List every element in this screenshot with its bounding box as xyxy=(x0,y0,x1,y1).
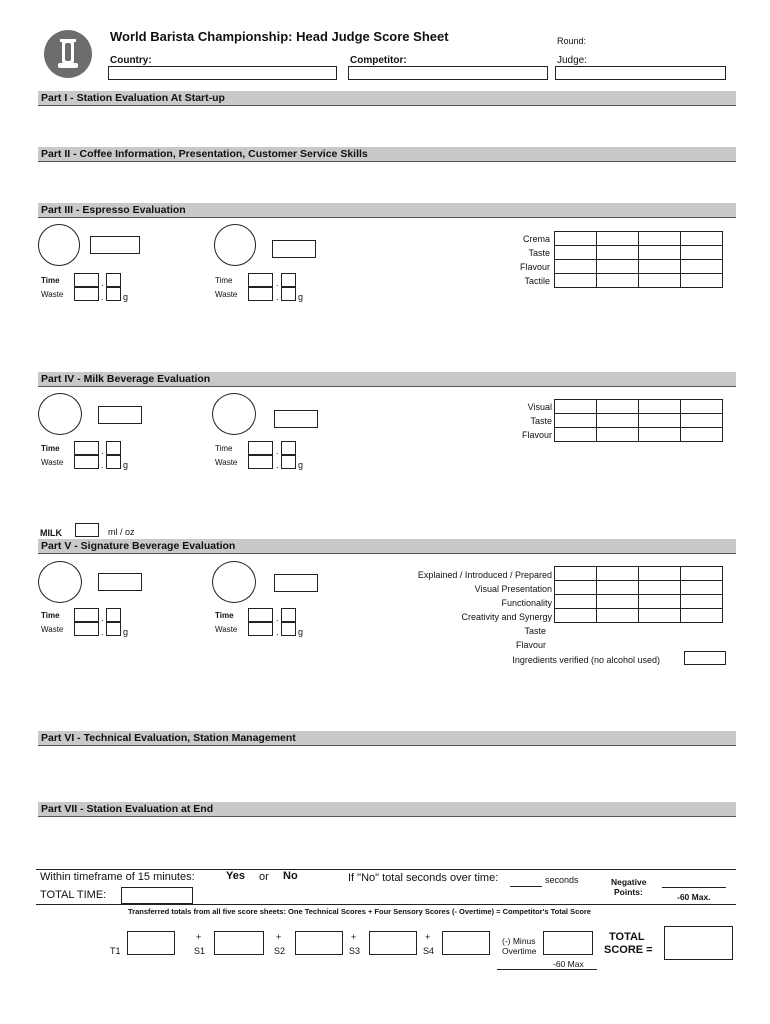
milk-waste-box-1a[interactable] xyxy=(74,455,99,469)
milk-cup-1-circle[interactable] xyxy=(38,393,82,435)
footer-divider-bottom xyxy=(36,904,736,905)
espresso-waste-box-1b[interactable] xyxy=(106,287,121,301)
total-score-box[interactable] xyxy=(664,926,733,960)
if-no-label: If "No" total seconds over time: xyxy=(348,872,499,884)
milk-time-box-1a[interactable] xyxy=(74,441,99,455)
section-1-header: Part I - Station Evaluation At Start-up xyxy=(38,91,736,106)
round-label: Round: xyxy=(557,36,587,46)
score-label: SCORE = xyxy=(604,944,653,956)
seconds-over-line[interactable] xyxy=(510,886,542,887)
t1-label: T1 xyxy=(110,946,121,956)
signature-time-box-2a[interactable] xyxy=(248,608,273,622)
negative-max-label: -60 Max. xyxy=(677,892,711,902)
signature-row-label: Flavour xyxy=(515,640,546,650)
espresso-waste-box-2a[interactable] xyxy=(248,287,273,301)
judge-field[interactable] xyxy=(555,66,726,80)
no-option[interactable]: No xyxy=(283,870,298,882)
plus-sign: + xyxy=(276,932,282,942)
signature-g-1: g xyxy=(123,627,129,637)
negative-label: Negative xyxy=(611,877,647,887)
milk-dot-1b: . xyxy=(101,460,104,470)
section-3-header: Part III - Espresso Evaluation xyxy=(38,203,736,218)
t1-box[interactable] xyxy=(127,931,175,955)
milk-row-label: Taste xyxy=(530,416,552,426)
plus-sign: + xyxy=(196,932,202,942)
milk-row-label: Visual xyxy=(527,402,552,412)
ingredients-verified-label: Ingredients verified (no alcohol used) xyxy=(512,655,660,665)
s3-box[interactable] xyxy=(369,931,417,955)
overtime-label: Overtime xyxy=(502,946,537,956)
milk-row-label: Flavour xyxy=(521,430,552,440)
signature-dot-2a: . xyxy=(276,613,279,623)
total-time-field[interactable] xyxy=(121,887,193,904)
milk-time-box-2a[interactable] xyxy=(248,441,273,455)
milk-waste-label-2: Waste xyxy=(215,458,238,467)
section-2-header: Part II - Coffee Information, Presentation, Customer Service Skills xyxy=(38,147,736,162)
signature-waste-box-1a[interactable] xyxy=(74,622,99,636)
overtime-max-label: -60 Max xyxy=(553,959,584,969)
espresso-row-label: Crema xyxy=(522,234,550,244)
espresso-dot-1a: . xyxy=(101,278,104,288)
milk-cup-1-box[interactable] xyxy=(98,406,142,424)
signature-row-label: Explained / Introduced / Prepared xyxy=(417,570,552,580)
minus-label: (-) Minus xyxy=(502,936,536,946)
milk-waste-label-1: Waste xyxy=(41,458,64,467)
espresso-waste-box-1a[interactable] xyxy=(74,287,99,301)
espresso-dot-2a: . xyxy=(276,278,279,288)
milk-waste-box-2b[interactable] xyxy=(281,455,296,469)
espresso-g-2: g xyxy=(298,292,304,302)
signature-row-label: Functionality xyxy=(501,598,552,608)
milk-g-2: g xyxy=(298,460,304,470)
or-label: or xyxy=(259,871,269,883)
signature-dot-2b: . xyxy=(276,627,279,637)
espresso-waste-label-1: Waste xyxy=(41,290,64,299)
overtime-box[interactable] xyxy=(543,931,593,955)
espresso-time-box-2a[interactable] xyxy=(248,273,273,287)
section-5-header: Part V - Signature Beverage Evaluation xyxy=(38,539,736,554)
milk-dot-1a: . xyxy=(101,446,104,456)
s4-box[interactable] xyxy=(442,931,490,955)
espresso-cup-2-box[interactable] xyxy=(272,240,316,258)
ingredients-verified-box[interactable] xyxy=(684,651,726,665)
milk-dot-2b: . xyxy=(276,460,279,470)
milk-time-box-2b[interactable] xyxy=(281,441,296,455)
signature-row-label: Taste xyxy=(524,626,546,636)
s3-label: S3 xyxy=(349,946,361,956)
signature-row-label: Creativity and Synergy xyxy=(461,612,552,622)
espresso-dot-2b: . xyxy=(276,292,279,302)
overtime-underline xyxy=(497,969,597,970)
milk-g-1: g xyxy=(123,460,129,470)
signature-score-grid[interactable] xyxy=(554,566,723,623)
espresso-time-label-1: Time xyxy=(41,276,60,285)
signature-cup-1-circle[interactable] xyxy=(38,561,82,603)
signature-cup-1-box[interactable] xyxy=(98,573,142,591)
plus-sign: + xyxy=(425,932,431,942)
signature-waste-box-2b[interactable] xyxy=(281,622,296,636)
espresso-cup-1-box[interactable] xyxy=(90,236,140,254)
milk-score-grid[interactable] xyxy=(554,399,723,442)
espresso-g-1: g xyxy=(123,292,129,302)
milk-label: MILK xyxy=(40,528,62,538)
footer-divider-top xyxy=(36,869,736,870)
espresso-row-label: Tactile xyxy=(524,276,550,286)
milk-time-label-2: Time xyxy=(215,444,233,453)
wbc-logo-icon xyxy=(44,30,92,78)
section-4-header: Part IV - Milk Beverage Evaluation xyxy=(38,372,736,387)
plus-sign: + xyxy=(351,932,357,942)
s2-box[interactable] xyxy=(295,931,343,955)
total-time-label: TOTAL TIME: xyxy=(40,889,107,901)
s4-label: S4 xyxy=(423,946,435,956)
timeframe-label: Within timeframe of 15 minutes: xyxy=(40,871,195,883)
signature-time-box-1a[interactable] xyxy=(74,608,99,622)
espresso-row-label: Taste xyxy=(528,248,550,258)
s2-label: S2 xyxy=(274,946,286,956)
signature-time-label-2: Time xyxy=(215,611,234,620)
signature-waste-box-1b[interactable] xyxy=(106,622,121,636)
judge-label: Judge: xyxy=(557,55,588,66)
espresso-cup-2-circle[interactable] xyxy=(214,224,256,266)
s1-box[interactable] xyxy=(214,931,264,955)
milk-waste-box-1b[interactable] xyxy=(106,455,121,469)
milk-dot-2a: . xyxy=(276,446,279,456)
espresso-waste-label-2: Waste xyxy=(215,290,238,299)
signature-dot-1b: . xyxy=(101,627,104,637)
s1-label: S1 xyxy=(194,946,206,956)
espresso-time-box-1a[interactable] xyxy=(74,273,99,287)
signature-time-label-1: Time xyxy=(41,611,60,620)
espresso-dot-1b: . xyxy=(101,292,104,302)
section-7-header: Part VII - Station Evaluation at End xyxy=(38,802,736,817)
signature-g-2: g xyxy=(298,627,304,637)
page-title: World Barista Championship: Head Judge Score Sheet xyxy=(110,29,449,44)
espresso-waste-box-2b[interactable] xyxy=(281,287,296,301)
points-label: Points: xyxy=(614,887,643,897)
total-label: TOTAL xyxy=(609,931,645,943)
competitor-field[interactable] xyxy=(348,66,548,80)
section-6-header: Part VI - Technical Evaluation, Station Management xyxy=(38,731,736,746)
signature-waste-box-2a[interactable] xyxy=(248,622,273,636)
milk-waste-box-2a[interactable] xyxy=(248,455,273,469)
competitor-label: Competitor: xyxy=(350,55,407,66)
milk-time-box-1b[interactable] xyxy=(106,441,121,455)
espresso-time-box-1b[interactable] xyxy=(106,273,121,287)
signature-time-box-1b[interactable] xyxy=(106,608,121,622)
signature-cup-2-box[interactable] xyxy=(274,574,318,592)
milk-cup-2-box[interactable] xyxy=(274,410,318,428)
signature-time-box-2b[interactable] xyxy=(281,608,296,622)
signature-waste-label-2: Waste xyxy=(215,625,238,634)
signature-cup-2-circle[interactable] xyxy=(212,561,256,603)
yes-option[interactable]: Yes xyxy=(226,870,245,882)
transferred-note: Transferred totals from all five score sheets: One Technical Scores + Four Sensory Scores (- Overtime) = Competitor's Total Score xyxy=(128,907,591,916)
signature-waste-label-1: Waste xyxy=(41,625,64,634)
seconds-label: seconds xyxy=(545,875,579,885)
signature-row-label: Visual Presentation xyxy=(474,584,552,594)
country-field[interactable] xyxy=(108,66,337,80)
country-label: Country: xyxy=(110,55,152,66)
espresso-time-label-2: Time xyxy=(215,276,233,285)
milk-cup-2-circle[interactable] xyxy=(212,393,256,435)
signature-dot-1a: . xyxy=(101,613,104,623)
milk-time-label-1: Time xyxy=(41,444,60,453)
espresso-row-label: Flavour xyxy=(519,262,550,272)
milk-volume-field[interactable] xyxy=(75,523,99,537)
espresso-cup-1-circle[interactable] xyxy=(38,224,80,266)
negative-points-line[interactable] xyxy=(662,887,726,888)
espresso-time-box-2b[interactable] xyxy=(281,273,296,287)
espresso-score-grid[interactable] xyxy=(554,231,723,288)
milk-unit-label: ml / oz xyxy=(108,527,135,537)
